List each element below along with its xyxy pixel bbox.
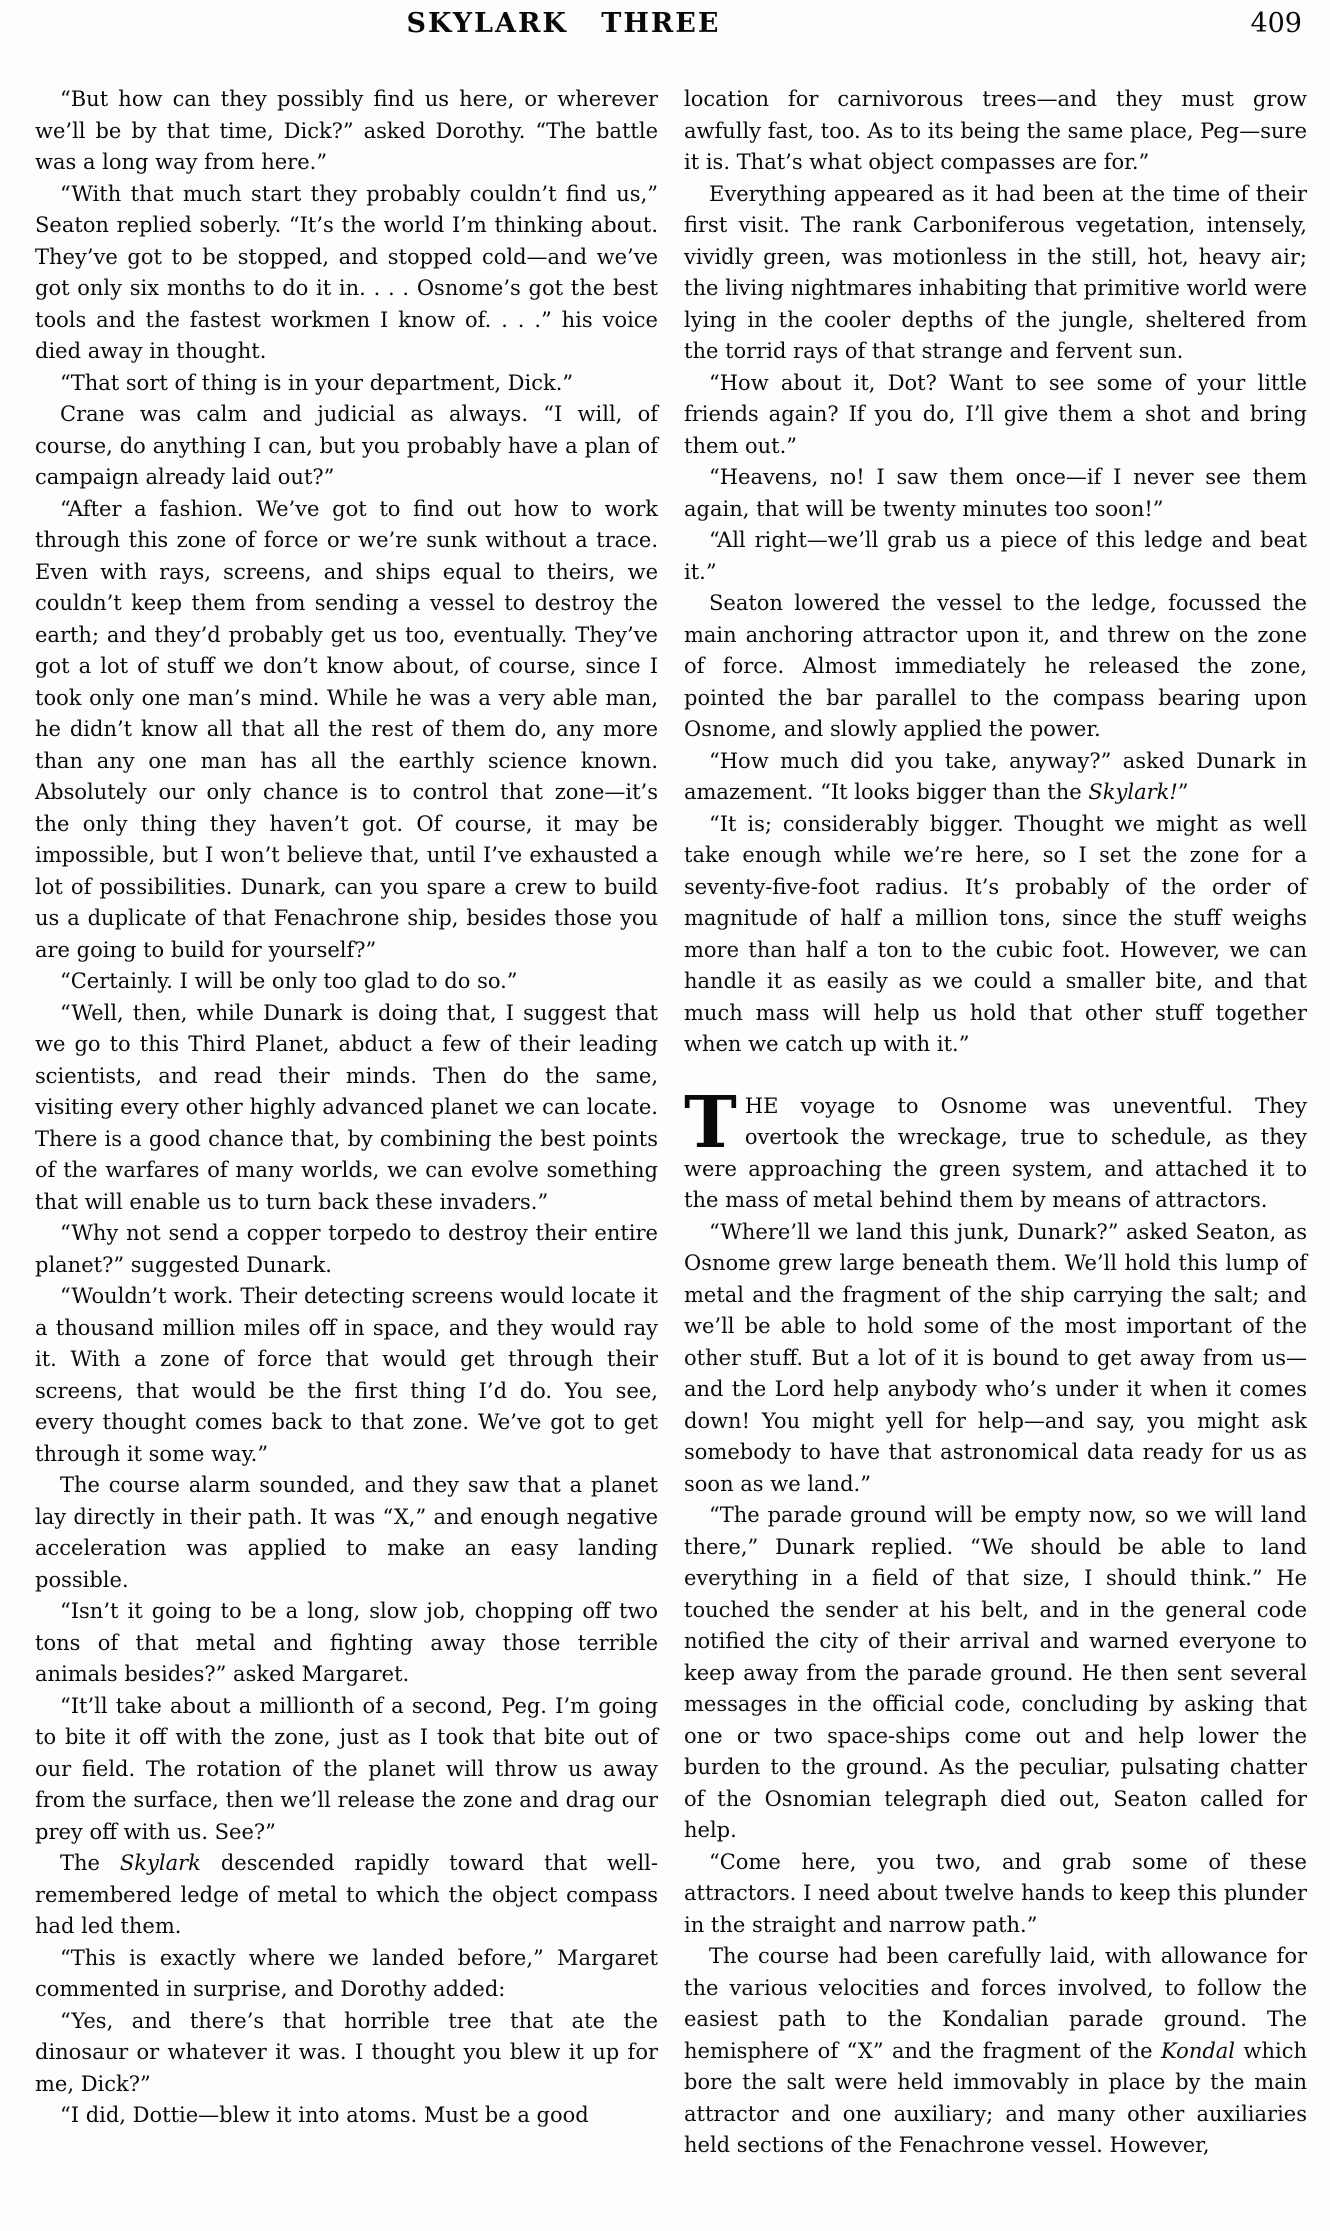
paragraph: “It’ll take about a millionth of a second, Peg. I’m going to bite it off with the zone, just as I took that bite out of our field. The rotation of the planet will throw us away from the surface, then we’ll release the zone and drag our prey off with us. See?”: [35, 1693, 658, 1844]
paragraph: “After a fashion. We’ve got to find out how to work through this zone of force or we’re sunk without a trace. Even with rays, screens, and ships equal to theirs, we couldn’t keep them from sending a vessel to destroy the earth; and they’d probably get us too, eventually. They’ve got a lot of stuff we don’t know about, of course, since I took only one man’s mind. While he was a very able man, he didn’t know all that all the rest of them do, any more than any one man has all the earthly science known. Absolutely our only chance is to control that zone—it’s the only thing they haven’t got. Of course, it may be impossible, but I won’t believe that, until I’ve exhausted a lot of possibilities. Dunark, can you spare a crew to build us a duplicate of that Fenachrone ship, besides those you are going to build for yourself?”: [35, 496, 658, 962]
paragraph: “Why not send a copper torpedo to destroy their entire planet?” suggested Dunark.: [35, 1221, 658, 1277]
paragraph: “Where’ll we land this junk, Dunark?” asked Seaton, as Osnome grew large beneath them. We’ll hold this lump of metal and the fragment of the ship carrying the salt; and we’ll be able to hold some of the most important of the other stuff. But a lot of it is bound to get away from us—and the Lord help anybody who’s under it when it comes down! You might yell for help—and say, you might ask somebody to have that astronomical data ready for us as soon as we land.”: [684, 1219, 1307, 1496]
paragraph: “Well, then, while Dunark is doing that, I suggest that we go to this Third Planet, abduct a few of their leading scientists, and read their minds. Then do the same, visiting every other highly advanced planet we can locate. There is a good chance that, by combining the best points of the warfares of many worlds, we can evolve something that will enable us to turn back these invaders.”: [35, 1000, 658, 1214]
paragraph: “All right—we’ll grab us a piece of this ledge and beat it.”: [684, 528, 1307, 584]
paragraph: “With that much start they probably couldn’t find us,” Seaton replied soberly. “It’s the world I’m thinking about. They’ve got to be stopped, and stopped cold—and we’ve got only six months to do it in. . . . Osnome’s got the best tools and the fastest workmen I know of. . . .” his voice died away in thought.: [35, 181, 658, 363]
paragraph: “That sort of thing is in your department, Dick.”: [60, 370, 574, 395]
page-header: [35, 8, 1302, 39]
text-columns: [35, 84, 1307, 2162]
italic-book-title: Skylark!: [1088, 780, 1178, 804]
paragraph: “It is; considerably bigger. Thought we might as well take enough while we’re here, so I set the zone for a seventy-five-foot radius. It’s probably of the order of magnitude of half a million tons, since the stuff weighs more than half a ton to the cubic foot. However, we can handle it as easily as we could a smaller bite, and that much mass will help us hold that other stuff together when we catch up with it.”: [684, 811, 1307, 1056]
paragraph: Seaton lowered the vessel to the ledge, focussed the main anchoring attractor upon it, and threw on the zone of force. Almost immediately he released the zone, pointed the bar parallel to the compass bearing upon Osnome, and slowly applied the power.: [684, 591, 1307, 741]
paragraph: “This is exactly where we landed before,” Margaret commented in surprise, and Dorothy added:: [35, 1945, 658, 2001]
page-number: 409: [1250, 8, 1302, 39]
paragraph: “Yes, and there’s that horrible tree that ate the dinosaur or whatever it was. I thought you blew it up for me, Dick?”: [35, 2008, 658, 2096]
paragraph: “Come here, you two, and grab some of these attractors. I need about twelve hands to keep this plunder in the straight and narrow path.”: [684, 1849, 1307, 1937]
italic-book-title: Skylark: [119, 1851, 201, 1875]
paragraph: “The parade ground will be empty now, so we will land there,” Dunark replied. “We should be able to land everything in a field of that size, I should think.” He touched the sender at his belt, and in the general code notified the city of their arrival and warned everyone to keep away from the parade ground. He then sent several messages in the official code, concluding by asking that one or two space-ships come out and help lower the burden to the ground. As the peculiar, pulsating chatter of the Osnomian telegraph died out, Seaton called for help.: [684, 1503, 1307, 1842]
paragraph: “How about it, Dot? Want to see some of your little friends again? If you do, I’ll give them a shot and bring them out.”: [684, 370, 1307, 458]
paragraph: location for carnivorous trees—and they must grow awfully fast, too. As to its being the same place, Peg—sure it is. That’s what object compasses are for.”: [684, 87, 1307, 174]
paragraph: “Certainly. I will be only too glad to do so.”: [60, 969, 518, 993]
paragraph: “How much did you take, anyway?” asked Dunark in amazement. “It looks bigger than the Skylark!”: [684, 748, 1307, 804]
paragraph: The course alarm sounded, and they saw that a planet lay directly in their path. It was “X,” and enough negative acceleration was applied to make an easy landing possible.: [35, 1473, 658, 1592]
drop-cap: T: [684, 1079, 737, 1164]
paragraph: “Wouldn’t work. Their detecting screens would locate it a thousand million miles off in space, and they would ray it. With a zone of force that would get through their screens, that would be the first thing I’d do. You see, every thought comes back to that zone. We’ve got to get through it some way.”: [35, 1284, 658, 1466]
paragraph: “I did, Dottie—blew it into atoms. Must be a good: [60, 2103, 589, 2127]
paragraph: The Skylark descended rapidly toward that well-remembered ledge of metal to which the object compass had led them.: [35, 1851, 658, 1938]
right-column: [684, 84, 1307, 2162]
paragraph: The course had been carefully laid, with allowance for the various velocities and forces involved, to follow the easiest path to the Kondalian parade ground. The hemisphere of “X” and the fragment of the Kondal which bore the salt were held immovably in place by the main attractor and one auxiliary; and many other auxiliaries held sections of the Fenachrone vessel. However,: [684, 1944, 1307, 2157]
paragraph: “Isn’t it going to be a long, slow job, chopping off two tons of that metal and fighting away those terrible animals besides?” asked Margaret.: [35, 1599, 658, 1686]
left-column: [35, 84, 658, 2162]
paragraph: “Heavens, no! I saw them once—if I never see them again, that will be twenty minutes too soon!”: [684, 465, 1307, 521]
section-opening-paragraph: THE voyage to Osnome was uneventful. They overtook the wreckage, true to schedule, as they were approaching the green system, and attached it to the mass of metal behind them by means of attractors.: [684, 1079, 1307, 1212]
paragraph: Everything appeared as it had been at the time of their first visit. The rank Carboniferous vegetation, intensely, vividly green, was motionless in the still, hot, heavy air; the living nightmares inhabiting that primitive world were lying in the cooler depths of the jungle, sheltered from the torrid rays of that strange and fervent sun.: [684, 181, 1307, 363]
italic-book-title: Kondal: [1161, 2038, 1236, 2063]
paragraph: Crane was calm and judicial as always. “I will, of course, do anything I can, but you probably have a plan of campaign already laid out?”: [35, 402, 658, 489]
running-title: SKYLARK THREE: [406, 8, 721, 39]
paragraph: “But how can they possibly find us here, or wherever we’ll be by that time, Dick?” asked Dorothy. “The battle was a long way from here.”: [35, 87, 658, 174]
